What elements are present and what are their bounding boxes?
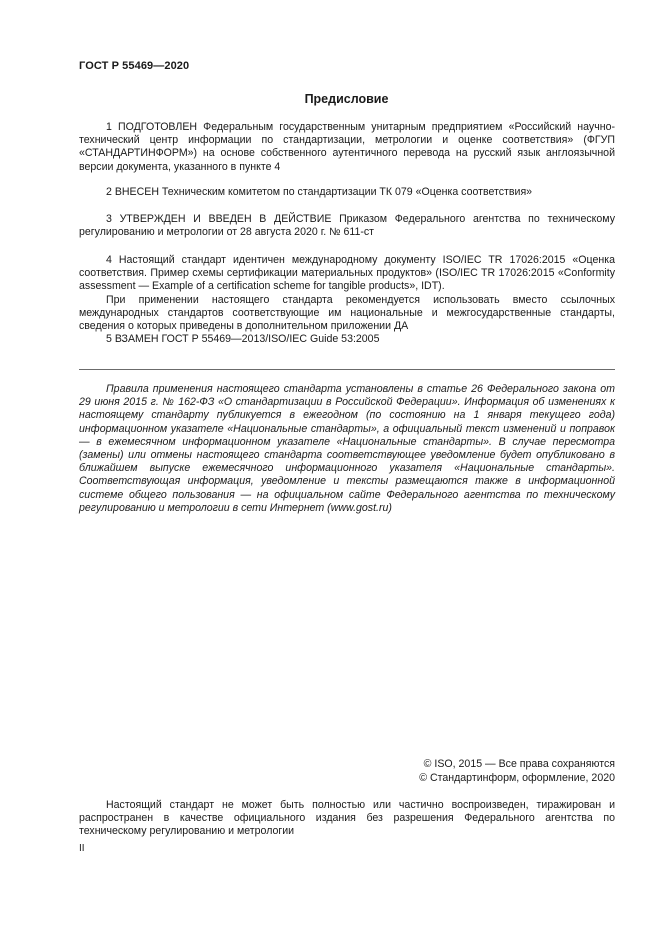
item-4-note: При применении настоящего стандарта рекомендуется использовать вместо ссылочных международных стандартов соответствующие им национальные и межгосударственные стандарты, сведения о которых приведены в дополнительном приложении ДА xyxy=(79,293,615,333)
standard-header: ГОСТ Р 55469—2020 xyxy=(79,60,190,72)
page-title: Предисловие xyxy=(304,92,389,106)
item-3-text: 3 УТВЕРЖДЕН И ВВЕДЕН В ДЕЙСТВИЕ Приказом Федерального агентства по техническому регулированию и метрологии от 28 августа 2020 г. № 611-ст xyxy=(79,213,615,239)
reproduction-notice xyxy=(79,799,615,839)
foreword-item-3 xyxy=(79,213,615,239)
reproduction-notice-text: Настоящий стандарт не может быть полностью или частично воспроизведен, тиражирован и распространен в качестве официального издания без разрешения Федерального агентства по техническому регулированию и метрологии xyxy=(79,799,615,838)
item-5-text: 5 ВЗАМЕН ГОСТ Р 55469—2013/ISO/IEC Guide 53:2005 xyxy=(106,333,380,345)
item-4-text: 4 Настоящий стандарт идентичен международному документу ISO/IEC TR 17026:2015 «Оценка соответствия. Пример схемы сертификации материальных продуктов» (ISO/IEC TR 17026:2015 «Conformity assessment — Example of a certification scheme for tangible products», IDT). xyxy=(79,254,615,293)
copyright-standartinform: © Стандартинформ, оформление, 2020 xyxy=(419,772,615,784)
rules-notice xyxy=(79,383,615,515)
copyright-iso: © ISO, 2015 — Все права сохраняются xyxy=(423,758,615,770)
rules-notice-text: Правила применения настоящего стандарта установлены в статье 26 Федерального закона от 29 июня 2015 г. № 162-ФЗ «О стандартизации в Российской Федерации». Информация об изменениях к настоящему стандарту публикуется в ежегодном (по состоянию на 1 января текущего года) информационном указателе «Национальные стандарты», а официальный текст изменений и поправок — в ежемесячном информационном указателе «Национальные стандарты». В случае пересмотра (замены) или отмены настоящего стандарта соответствующее уведомление будет опубликовано в ближайшем выпуске ежемесячного информационного указателя «Национальные стандарты». Соответствующая информация, уведомление и тексты размещаются также в информационной системе общего пользования — на официальном сайте Федерального агентства по техническому регулированию и метрологии в сети Интернет (www.gost.ru) xyxy=(79,383,615,514)
divider-rule xyxy=(79,369,615,370)
item-2-text: 2 ВНЕСЕН Техническим комитетом по стандартизации ТК 079 «Оценка соответствия» xyxy=(106,186,533,198)
foreword-item-4 xyxy=(79,254,615,333)
page-number: II xyxy=(79,843,85,854)
foreword-item-2 xyxy=(79,186,615,199)
foreword-item-5 xyxy=(79,333,615,346)
item-1-text: 1 ПОДГОТОВЛЕН Федеральным государственным унитарным предприятием «Российский научно-технический центр информации по стандартизации, метрологии и оценке соответствия» (ФГУП «СТАНДАРТИНФОРМ») на основе собственного аутентичного перевода на русский язык англоязычной версии документа, указанного в пункте 4 xyxy=(79,121,615,173)
foreword-item-1 xyxy=(79,121,615,174)
